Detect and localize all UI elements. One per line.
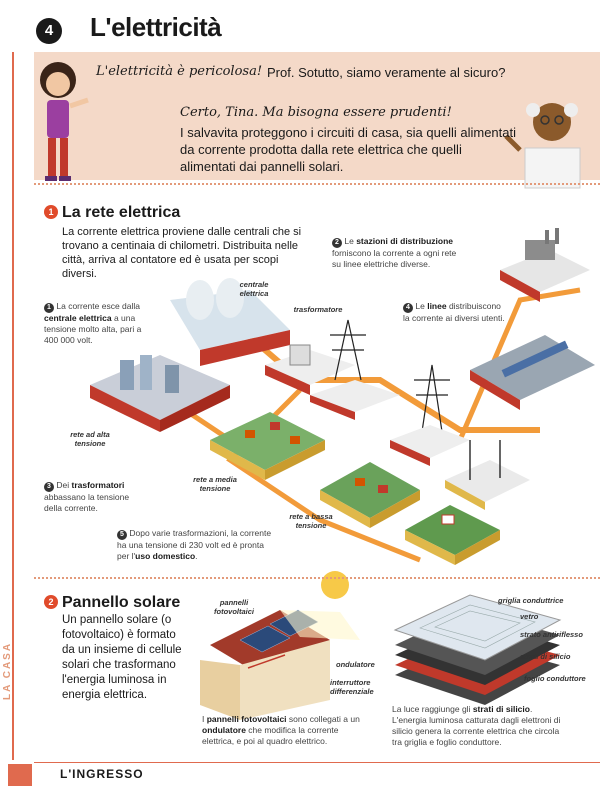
dialog-answer-italic: Certo, Tina. Ma bisogna essere prudenti! bbox=[180, 105, 452, 120]
caption-2-number: 2 bbox=[332, 238, 342, 248]
solar-caption-left-mid: sono collegati a un bbox=[286, 714, 360, 724]
caption-4-number: 4 bbox=[403, 303, 413, 313]
label-antireflective: strato antiriflesso bbox=[520, 630, 583, 639]
caption-3-pre: Dei bbox=[56, 480, 72, 490]
chapter-number-badge: 4 bbox=[36, 18, 62, 44]
caption-5-post: . bbox=[195, 551, 198, 561]
sidebar-section-label: LA CASA bbox=[2, 641, 13, 700]
caption-5-pre: Dopo varie trasformazioni, la corrente ha una tensione di 230 volt ed è pronta per l' bbox=[117, 528, 272, 561]
caption-2-post: forniscono la corrente a ogni rete su linee elettriche diverse. bbox=[332, 248, 457, 269]
section-1-heading bbox=[44, 204, 180, 222]
label-inverter: ondulatore bbox=[336, 660, 375, 669]
caption-1-pre: La corrente esce dalla bbox=[56, 301, 141, 311]
section-2-title: Pannello solare bbox=[62, 594, 181, 611]
solar-caption-left-bold2: ondulatore bbox=[202, 725, 246, 735]
solar-house-illustration bbox=[200, 571, 360, 720]
label-high-voltage: rete ad alta tensione bbox=[70, 430, 110, 448]
section-1-intro: La corrente elettrica proviene dalle centrali che si trovano a centinaia di chilometri. Distribuita nelle città, arriva al contatore ed è usata per scopi diversi. bbox=[62, 226, 302, 280]
solar-caption-left-post: che modifica la corrente elettrica, e poi al quadro elettrico. bbox=[202, 725, 339, 746]
label-grid: griglia conduttrice bbox=[498, 596, 564, 605]
footer-rule bbox=[34, 762, 600, 763]
solar-caption-left-pre: I bbox=[202, 714, 207, 724]
label-medium-voltage: rete a media tensione bbox=[193, 475, 237, 493]
caption-4 bbox=[403, 301, 505, 324]
caption-5-bold: uso domestico bbox=[135, 551, 196, 561]
home-icon bbox=[8, 764, 32, 786]
section-2-text: Un pannello solare (o fotovoltaico) è formato da un insieme di cellule solari che trasformano l'energia luminosa in energia elettrica. bbox=[62, 614, 182, 701]
footer-label: L'INGRESSO bbox=[60, 767, 144, 781]
label-breaker: interruttore differenziale bbox=[330, 678, 374, 696]
section-2-number: 2 bbox=[44, 595, 58, 609]
solar-caption-left bbox=[202, 714, 372, 747]
caption-4-pre: Le bbox=[415, 301, 428, 311]
section-divider-2 bbox=[34, 577, 600, 579]
caption-2 bbox=[332, 236, 462, 270]
label-transformer: trasformatore bbox=[293, 305, 343, 314]
label-glass: vetro bbox=[520, 612, 539, 621]
label-power-plant: centrale elettrica bbox=[239, 280, 269, 298]
section-2-heading bbox=[44, 594, 180, 612]
section-1-title: La rete elettrica bbox=[62, 204, 181, 221]
caption-2-bold: stazioni di distribuzione bbox=[356, 236, 454, 246]
caption-4-bold: linee bbox=[427, 301, 447, 311]
caption-1-number: 1 bbox=[44, 303, 54, 313]
caption-5 bbox=[117, 528, 277, 562]
caption-3-bold: trasformatori bbox=[71, 480, 125, 490]
dialog-question: Prof. Sotutto, siamo veramente al sicuro? bbox=[267, 65, 506, 80]
caption-3-number: 3 bbox=[44, 482, 54, 492]
dialog-question-italic: L'elettricità è pericolosa! bbox=[96, 64, 263, 79]
label-low-voltage: rete a bassa tensione bbox=[289, 512, 333, 530]
caption-1 bbox=[44, 301, 156, 346]
caption-2-pre: Le bbox=[344, 236, 357, 246]
caption-3-post: abbassano la tensione della corrente. bbox=[44, 492, 130, 513]
solar-caption-right-bold: strati di silicio bbox=[472, 704, 530, 714]
label-pv-panels: pannelli fotovoltaici bbox=[214, 598, 255, 616]
girl-character-illustration bbox=[40, 62, 88, 181]
solar-caption-right-pre: La luce raggiunge gli bbox=[392, 704, 473, 714]
caption-3 bbox=[44, 480, 144, 514]
caption-4-post: distribuiscono la corrente ai diversi utenti. bbox=[403, 301, 505, 323]
caption-1-bold: centrale elettrica bbox=[44, 313, 112, 323]
solar-caption-right-post: . L'energia luminosa catturata dagli elettroni di silicio genera la corrente elettrica che circola tra griglia e foglio conduttore. bbox=[392, 704, 561, 747]
section-1-number: 1 bbox=[44, 205, 58, 219]
dialog-answer-text: I salvavita proteggono i circuiti di casa, sia quelli alimentati da corrente prodotta dalla rete elettrica che quelli alimentati dai pannelli solari. bbox=[180, 125, 517, 174]
label-conductor-foil: foglio conduttore bbox=[524, 674, 586, 683]
section-divider bbox=[34, 183, 600, 185]
caption-5-number: 5 bbox=[117, 530, 127, 540]
label-silicon: strati di silicio bbox=[520, 652, 571, 661]
solar-caption-right bbox=[392, 704, 562, 748]
page-title: L'elettricità bbox=[90, 12, 222, 42]
caption-1-post: a una tensione molto alta, pari a 400 000 volt. bbox=[44, 313, 142, 345]
solar-caption-left-bold1: pannelli fotovoltaici bbox=[206, 714, 287, 724]
